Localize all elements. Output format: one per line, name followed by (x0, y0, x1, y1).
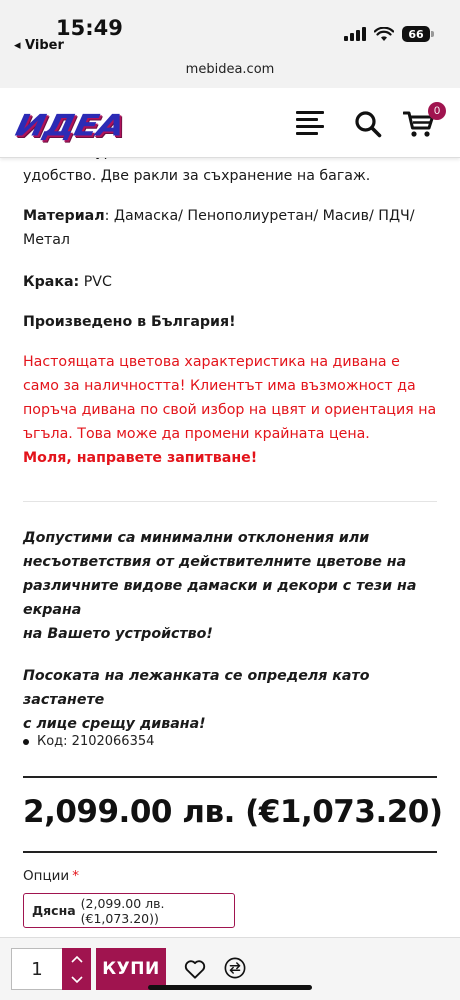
wishlist-heart-icon[interactable] (184, 958, 206, 980)
add-to-cart-bar (0, 937, 460, 1000)
notice-line: поръча дивана по свой избор на цвят и ориентация на (23, 402, 437, 418)
disclaimer-line: различните видове дамаски и декори с тези на екрана (23, 578, 417, 618)
price-bottom-rule (23, 851, 437, 853)
wifi-icon (374, 27, 394, 42)
notice-line: Настоящата цветова характеристика на дивана е (23, 354, 400, 370)
orientation-line: с лице срещу дивана! (23, 716, 206, 732)
quantity-value: 1 (31, 958, 43, 980)
back-to-app-link[interactable]: ◂ Viber (14, 38, 64, 53)
option-price: (2,099.00 лв. (€1,073.20)) (80, 895, 165, 926)
chevron-down-icon (71, 976, 83, 984)
made-in-text: Произведено в България! (23, 314, 236, 330)
product-code-text: Код: 2102066354 (37, 734, 155, 749)
required-mark: * (72, 868, 79, 884)
search-icon[interactable] (354, 110, 382, 138)
legs-value: PVC (79, 274, 112, 290)
legs-line (23, 270, 437, 294)
site-header (0, 88, 460, 158)
product-price: 2,099.00 лв. (€1,073.20) (23, 794, 443, 830)
notice-line: ъгъла. Това може да промени крайната цена. (23, 426, 370, 442)
chevron-up-icon (71, 955, 83, 963)
disclaimer-line: Допустими са минимални отклонения или (23, 530, 370, 546)
disclaimer-block (23, 526, 437, 736)
battery-level: 66 (402, 26, 430, 42)
url-bar[interactable] (0, 62, 460, 88)
color-notice (23, 350, 437, 470)
cellular-signal-icon (344, 27, 366, 41)
product-code (23, 734, 154, 749)
options-label-text: Опции (23, 868, 70, 884)
menu-icon[interactable] (296, 111, 324, 135)
material-value-2: Метал (23, 232, 70, 248)
material-label: Материал (23, 208, 105, 224)
status-time: 15:49 (56, 16, 123, 40)
bullet-icon (23, 739, 29, 745)
legs-label: Крака: (23, 274, 80, 290)
quantity-stepper (62, 948, 91, 990)
status-bar (0, 0, 460, 62)
option-right-chip[interactable] (23, 893, 235, 928)
site-logo[interactable] (12, 106, 128, 146)
price-top-rule (23, 776, 437, 778)
divider (23, 501, 437, 502)
buy-button[interactable]: КУПИ (96, 948, 166, 990)
description-storage-line: удобство. Две ракли за съхранение на багаж. (23, 168, 371, 184)
disclaimer-line: несъответствия от действителните цветове на (23, 554, 407, 570)
notice-line: само за наличността! Клиентът има възможност да (23, 378, 416, 394)
options-label (23, 868, 79, 884)
material-line (23, 204, 437, 228)
material-value: : Дамаска/ Пенополиуретан/ Масив/ ПДЧ/ (104, 208, 415, 224)
increase-button[interactable] (62, 948, 91, 969)
disclaimer-line: на Вашето устройство! (23, 626, 213, 642)
notice-cta: Моля, направете запитване! (23, 450, 258, 466)
status-icons (344, 26, 434, 42)
home-indicator (148, 985, 312, 990)
cart-count-badge: 0 (428, 102, 446, 120)
product-description (23, 140, 437, 470)
battery-icon (402, 26, 434, 42)
option-name: Дясна (32, 903, 76, 918)
compare-icon[interactable] (224, 957, 246, 979)
orientation-line: Посоката на лежанката се определя като застанете (23, 668, 370, 708)
logo-text: ИДЕА (12, 109, 128, 143)
url-text: mebidea.com (185, 62, 275, 77)
quantity-input[interactable] (11, 948, 63, 990)
decrease-button[interactable] (62, 969, 91, 990)
